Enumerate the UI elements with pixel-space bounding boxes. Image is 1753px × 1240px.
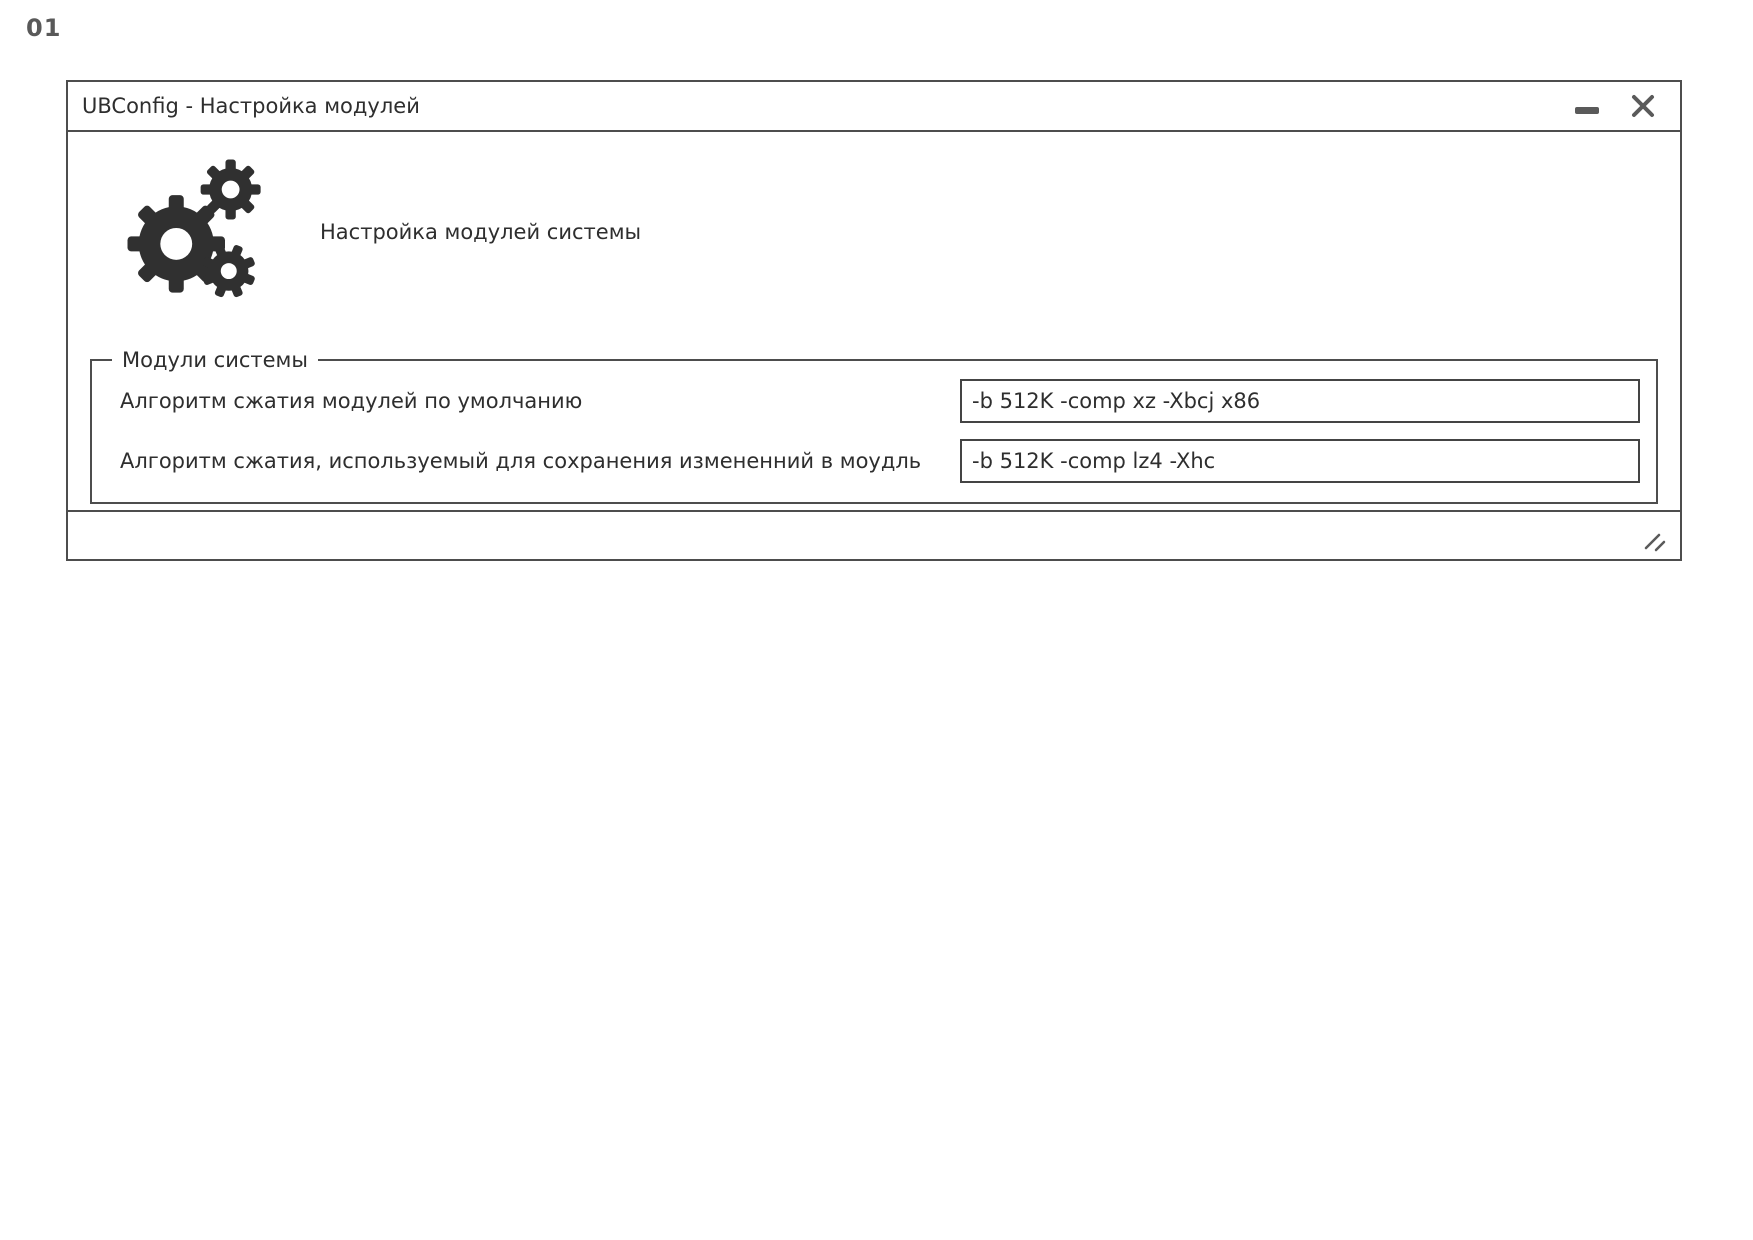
input-default-compression[interactable] — [960, 379, 1640, 423]
field-label-default-compression: Алгоритм сжатия модулей по умолчанию — [120, 389, 583, 413]
groupbox-legend: Модули системы — [112, 346, 318, 374]
close-icon — [1631, 94, 1655, 118]
window-controls — [1574, 93, 1656, 119]
window-content — [68, 132, 1680, 510]
resize-grip-icon[interactable] — [1642, 531, 1668, 553]
groupbox-modules — [90, 348, 1658, 504]
input-save-compression[interactable] — [960, 439, 1640, 483]
gears-icon — [120, 152, 270, 302]
title-bar[interactable] — [68, 82, 1680, 132]
minimize-icon — [1575, 107, 1599, 114]
minimize-button[interactable] — [1574, 93, 1600, 119]
field-row-save-compression — [120, 437, 1640, 485]
field-label-save-compression: Алгоритм сжатия, используемый для сохранения измененний в моудль — [120, 449, 922, 473]
figure-label: 01 — [26, 14, 62, 42]
status-bar — [68, 510, 1680, 559]
close-button[interactable] — [1630, 93, 1656, 119]
header-text: Настройка модулей системы — [320, 220, 642, 244]
ubconfig-window — [66, 80, 1682, 561]
field-row-default-compression — [120, 377, 1640, 425]
window-title: UBConfig - Настройка модулей — [82, 94, 420, 118]
